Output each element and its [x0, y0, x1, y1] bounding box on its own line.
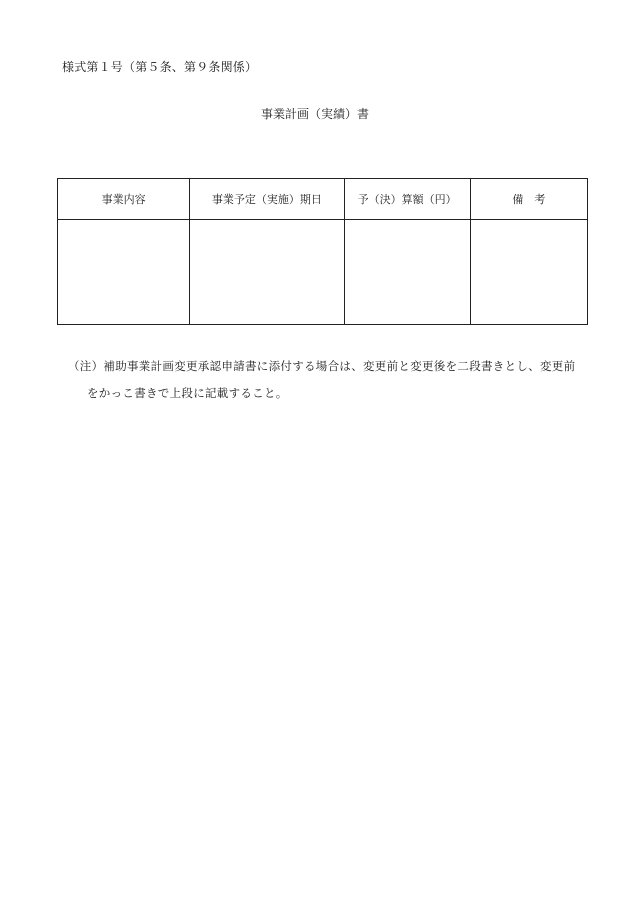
- cell-budget-amount: [344, 220, 470, 325]
- header-scheduled-date: 事業予定（実施）期日: [190, 179, 344, 220]
- cell-scheduled-date: [190, 220, 344, 325]
- header-business-content: 事業内容: [58, 179, 190, 220]
- header-remarks: 備 考: [470, 179, 587, 220]
- business-plan-table: [57, 178, 588, 325]
- note-line-2: をかっこ書きで上段に記載すること。: [87, 386, 288, 400]
- note-line-1: （注）補助事業計画変更承認申請書に添付する場合は、変更前と変更後を二段書きとし、変更前: [68, 359, 576, 373]
- form-number: 様式第１号（第５条、第９条関係）: [62, 60, 258, 74]
- cell-remarks: [470, 220, 587, 325]
- table-header-row: [58, 179, 588, 220]
- document-title: 事業計画（実績）書: [260, 107, 369, 121]
- header-budget-amount: 予（決）算額（円）: [344, 179, 470, 220]
- table-row: [58, 220, 588, 325]
- cell-business-content: [58, 220, 190, 325]
